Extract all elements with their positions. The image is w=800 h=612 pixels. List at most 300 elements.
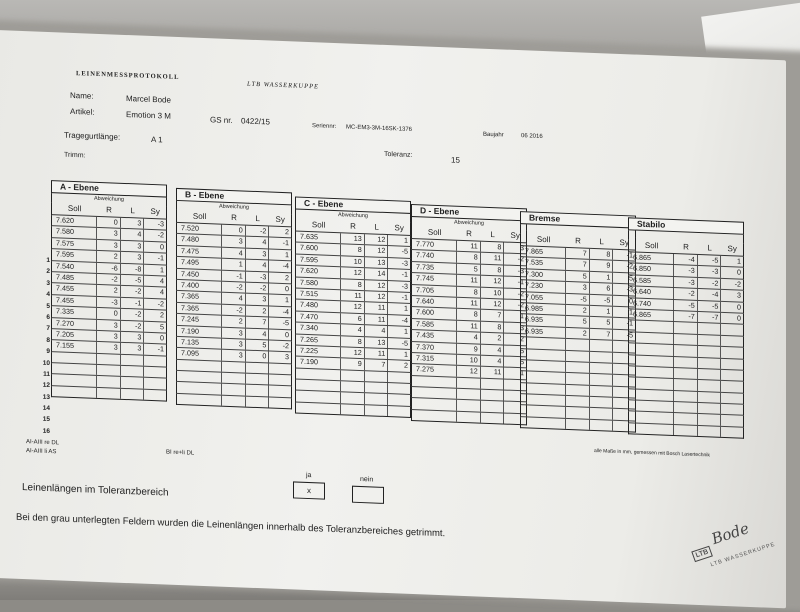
column-header: R <box>466 229 472 239</box>
soll-cell: 7.270 <box>52 318 97 330</box>
trim-note: Bei den grau unterlegten Feldern wurden die Leinenlängen innerhalb des Toleranzbereiches getrimmt. <box>16 511 446 540</box>
deviation-cell <box>674 402 698 413</box>
deviation-cell: 0 <box>737 302 741 312</box>
deviation-cell <box>365 405 389 416</box>
deviation-cell: 2 <box>285 227 289 237</box>
deviation-cell <box>698 357 722 368</box>
deviation-cell: 1 <box>404 349 408 359</box>
deviation-cell <box>674 357 698 368</box>
deviation-cell: -1 <box>626 318 633 328</box>
soll-cell <box>629 355 674 367</box>
soll-cell: 7.600 <box>296 243 341 255</box>
toleranz-line: Leinenlängen im Toleranzbereich <box>22 481 169 499</box>
deviation-cell <box>246 374 270 385</box>
soll-cell <box>629 378 674 390</box>
deviation-cell: 0 <box>285 329 289 339</box>
deviation-cell: 4 <box>160 276 164 286</box>
soll-cell: 7.205 <box>52 329 97 341</box>
deviation-cell <box>566 419 590 430</box>
soll-cell <box>629 412 674 424</box>
deviation-cell: 2 <box>160 310 164 320</box>
soll-cell: 7.580 <box>52 227 97 239</box>
deviation-cell <box>97 365 121 376</box>
ltb-stamp <box>680 511 782 586</box>
soll-cell: 7.300 <box>521 269 566 281</box>
deviation-cell: 8 <box>457 252 481 263</box>
a-note-2: AI-AIII li AS <box>26 448 57 456</box>
deviation-cell: 7 <box>246 317 270 328</box>
deviation-cell <box>269 363 291 374</box>
deviation-cell: -1 <box>282 238 289 248</box>
deviation-cell: 12 <box>365 234 389 245</box>
table-body <box>295 231 411 418</box>
deviation-cell: -1 <box>121 298 145 309</box>
deviation-cell <box>388 406 410 417</box>
deviation-cell: -2 <box>246 283 270 294</box>
deviation-cell <box>269 397 291 408</box>
soll-cell: 7.400 <box>177 280 222 292</box>
deviation-cell: 8 <box>481 321 505 332</box>
deviation-cell <box>246 396 270 407</box>
table-d-ebene <box>411 204 527 426</box>
soll-cell <box>52 363 97 375</box>
soll-cell: 7.865 <box>521 246 566 258</box>
deviation-cell <box>269 375 291 386</box>
row-number: 4 <box>46 291 50 299</box>
deviation-cell <box>590 363 614 374</box>
row-number: 2 <box>46 268 50 276</box>
deviation-cell: 0 <box>285 284 289 294</box>
deviation-cell <box>674 391 698 402</box>
doc-subtitle: LTB WASSERKUPPE <box>247 80 320 91</box>
deviation-cell: -2 <box>97 274 121 285</box>
deviation-cell <box>590 397 614 408</box>
soll-cell <box>629 321 674 333</box>
ja-checkbox[interactable]: x <box>293 481 325 499</box>
deviation-cell: -7 <box>698 312 722 323</box>
deviation-cell: -3 <box>246 271 270 282</box>
soll-cell: 7.340 <box>296 323 341 335</box>
table-body <box>520 246 636 433</box>
soll-cell: 6.985 <box>521 303 566 315</box>
row-number: 11 <box>43 370 50 378</box>
deviation-cell <box>121 377 145 388</box>
deviation-cell: 2 <box>97 285 121 296</box>
deviation-cell: -5 <box>401 338 408 348</box>
deviation-cell: 3 <box>737 290 741 300</box>
table-bremse <box>520 211 636 433</box>
deviation-cell: -4 <box>698 289 722 300</box>
soll-cell: 7.480 <box>296 300 341 312</box>
table-title: A - Ebene <box>51 180 167 197</box>
deviation-cell: 5 <box>566 271 590 282</box>
column-header: L <box>130 206 135 216</box>
tragegurt-value: A 1 <box>151 134 163 145</box>
baujahr-label: Baujahr <box>483 131 504 139</box>
deviation-cell: -2 <box>246 226 270 237</box>
deviation-cell: 11 <box>341 290 365 301</box>
deviation-cell: -2 <box>222 282 246 293</box>
deviation-cell: 3 <box>97 342 121 353</box>
deviation-cell: 3 <box>121 252 145 263</box>
deviation-cell: 3 <box>520 322 524 333</box>
serien-value: MC-EM3-3M-16SK-1376 <box>346 124 413 133</box>
row-number: 3 <box>46 279 50 287</box>
deviation-cell: -4 <box>282 306 289 316</box>
deviation-cell <box>388 372 410 383</box>
deviation-cell: 13 <box>341 233 365 244</box>
soll-cell: 7.595 <box>296 254 341 266</box>
stamp-mark: LTB <box>691 546 713 562</box>
deviation-cell: 2 <box>285 272 289 282</box>
deviation-cell: -3 <box>517 265 524 276</box>
deviation-cell: 8 <box>341 245 365 256</box>
column-header: R <box>231 213 237 223</box>
deviation-cell: 6 <box>341 313 365 324</box>
deviation-cell: -2 <box>121 286 145 297</box>
deviation-cell <box>365 394 389 405</box>
soll-cell: 7.600 <box>412 307 457 319</box>
deviation-cell: 1 <box>285 249 289 260</box>
deviation-cell <box>365 371 389 382</box>
doc-title: LEINENMESSPROTOKOLL <box>76 70 180 82</box>
deviation-cell: 3 <box>97 331 121 342</box>
deviation-cell <box>566 396 590 407</box>
table-subheader: Abweichung <box>411 217 527 230</box>
soll-cell: 7.475 <box>177 246 222 258</box>
soll-cell: 7.640 <box>412 296 457 308</box>
deviation-cell: 11 <box>457 275 481 286</box>
table-stabilo <box>628 217 744 439</box>
deviation-cell: 7 <box>590 329 614 340</box>
soll-cell <box>629 332 674 344</box>
deviation-cell: 2 <box>222 316 246 327</box>
deviation-cell: -2 <box>121 320 145 331</box>
ja-label: ja <box>306 471 312 480</box>
deviation-cell: 9 <box>457 343 481 354</box>
deviation-cell: 12 <box>341 347 365 358</box>
deviation-cell: 12 <box>481 299 505 310</box>
table-body <box>628 252 744 439</box>
deviation-cell <box>590 408 614 419</box>
deviation-cell <box>721 427 743 438</box>
column-header: L <box>490 229 495 240</box>
column-header: Sy <box>510 230 520 241</box>
column-header: Soll <box>67 203 82 214</box>
deviation-cell: 8 <box>590 249 614 260</box>
deviation-cell: 1 <box>590 306 614 317</box>
deviation-cell: 4 <box>222 247 246 258</box>
deviation-cell: -7 <box>674 311 698 322</box>
deviation-cell: -5 <box>566 293 590 304</box>
deviation-cell <box>121 366 145 377</box>
deviation-cell: 12 <box>457 366 481 377</box>
row-number: 5 <box>46 302 50 310</box>
deviation-cell <box>698 335 722 346</box>
deviation-cell <box>566 385 590 396</box>
soll-cell: 7.770 <box>412 239 457 251</box>
deviation-cell: -2 <box>674 288 698 299</box>
deviation-cell: -2 <box>222 304 246 315</box>
row-number: 7 <box>46 325 50 333</box>
deviation-cell: 11 <box>481 367 505 378</box>
soll-cell <box>412 410 457 422</box>
deviation-cell: -4 <box>401 315 408 325</box>
deviation-cell: 3 <box>520 243 524 253</box>
deviation-cell <box>144 367 166 378</box>
deviation-cell: 1 <box>404 326 408 336</box>
deviation-cell <box>566 350 590 361</box>
deviation-cell: 11 <box>457 241 481 252</box>
column-header: L <box>255 213 260 224</box>
soll-cell <box>177 360 222 372</box>
soll-cell: 7.520 <box>177 223 222 235</box>
deviation-cell: -2 <box>282 340 289 351</box>
deviation-cell: 4 <box>160 287 164 297</box>
soll-cell: 6.865 <box>629 252 674 264</box>
deviation-cell: 5 <box>566 316 590 327</box>
soll-cell: 7.635 <box>296 232 341 244</box>
column-header: Soll <box>644 240 659 251</box>
deviation-cell <box>698 426 722 437</box>
soll-cell: 7.225 <box>296 345 341 357</box>
soll-cell: 7.575 <box>52 238 97 250</box>
deviation-cell <box>721 404 743 415</box>
deviation-cell: 5 <box>246 340 270 351</box>
deviation-cell: 1 <box>404 304 408 314</box>
row-number: 12 <box>42 382 50 390</box>
soll-cell <box>629 343 674 355</box>
deviation-cell: 4 <box>246 237 270 248</box>
row-number: 14 <box>42 404 50 413</box>
deviation-cell: -3 <box>674 277 698 288</box>
soll-cell <box>177 371 222 383</box>
deviation-cell: 11 <box>365 303 389 314</box>
deviation-cell: 5 <box>457 263 481 274</box>
table-b-ebene <box>176 188 292 410</box>
deviation-cell: 13 <box>365 337 389 348</box>
deviation-cell: 1 <box>285 295 289 305</box>
soll-cell <box>521 371 566 383</box>
soll-cell <box>521 383 566 395</box>
deviation-cell <box>481 378 505 389</box>
deviation-cell <box>698 403 722 414</box>
soll-cell: 7.265 <box>296 334 341 346</box>
deviation-cell: -3 <box>401 281 408 291</box>
deviation-cell <box>721 347 743 358</box>
table-body <box>51 215 167 402</box>
column-header: Soll <box>536 234 551 245</box>
measures-note: alle Maße in mm, gemessen mit Bosch Lasertechnik <box>594 447 710 459</box>
deviation-cell: 0 <box>737 267 741 278</box>
deviation-cell <box>97 388 121 399</box>
deviation-cell: -2 <box>698 278 722 289</box>
soll-cell <box>177 382 222 394</box>
deviation-cell <box>674 322 698 333</box>
deviation-cell: -1 <box>626 250 633 260</box>
deviation-cell <box>365 382 389 393</box>
row-number: 6 <box>46 313 50 322</box>
soll-cell: 7.190 <box>296 357 341 369</box>
deviation-cell: 11 <box>457 298 481 309</box>
deviation-cell <box>222 373 246 384</box>
deviation-cell: 11 <box>365 314 389 325</box>
deviation-cell <box>721 370 743 381</box>
deviation-cell: 11 <box>457 320 481 331</box>
deviation-cell: 12 <box>365 246 389 257</box>
deviation-cell <box>721 358 743 369</box>
deviation-cell <box>457 389 481 400</box>
column-header: Sy <box>727 244 737 254</box>
deviation-cell: -1 <box>222 270 246 281</box>
deviation-cell: 7 <box>481 310 505 321</box>
table-body <box>411 239 527 426</box>
deviation-cell <box>222 384 246 395</box>
deviation-cell: 3 <box>246 294 270 305</box>
soll-cell: 7.580 <box>296 277 341 289</box>
deviation-cell: 3 <box>121 218 145 229</box>
soll-cell: 7.435 <box>412 330 457 342</box>
deviation-cell: 1 <box>629 307 633 317</box>
soll-cell: 7.470 <box>296 311 341 323</box>
deviation-cell <box>674 334 698 345</box>
trimm-label: Trimm: <box>64 151 86 160</box>
table-subheader: Abweichung <box>51 193 167 206</box>
deviation-cell: 11 <box>365 348 389 359</box>
soll-cell: 7.740 <box>412 250 457 262</box>
soll-cell <box>52 386 97 398</box>
soll-cell: 7.515 <box>296 288 341 300</box>
deviation-cell: 3 <box>222 327 246 338</box>
deviation-cell: 0 <box>97 217 121 228</box>
nein-checkbox[interactable] <box>352 486 384 504</box>
deviation-cell: -2 <box>517 288 524 298</box>
tragegurt-label: Tragegurtlänge: <box>64 130 121 142</box>
soll-cell <box>52 375 97 387</box>
deviation-cell <box>698 323 722 334</box>
column-header: Soll <box>311 220 326 230</box>
deviation-cell: 1 <box>737 256 741 266</box>
soll-cell: 7.335 <box>52 306 97 318</box>
soll-cell <box>521 349 566 361</box>
soll-cell: 6.740 <box>629 298 674 310</box>
deviation-cell <box>246 385 270 396</box>
deviation-cell <box>457 400 481 411</box>
signature-scrawl: Bode <box>709 519 752 549</box>
deviation-cell: 1 <box>590 272 614 283</box>
deviation-cell <box>698 414 722 425</box>
deviation-cell: 2 <box>246 305 270 316</box>
deviation-cell: -5 <box>698 255 722 266</box>
row-number: 13 <box>42 393 50 401</box>
deviation-cell: 1 <box>404 235 408 245</box>
deviation-cell <box>566 373 590 384</box>
deviation-cell: 4 <box>481 344 505 355</box>
deviation-cell: -2 <box>121 309 145 320</box>
deviation-cell: -2 <box>157 298 164 309</box>
table-subheader: Abweichung <box>295 209 411 222</box>
soll-cell: 7.275 <box>412 364 457 376</box>
deviation-cell: 0 <box>160 242 164 252</box>
soll-cell: 6.585 <box>629 275 674 287</box>
deviation-cell <box>566 407 590 418</box>
deviation-cell: 12 <box>365 280 389 291</box>
deviation-cell <box>481 401 505 412</box>
deviation-cell <box>388 395 410 406</box>
deviation-cell <box>97 376 121 387</box>
deviation-cell: -5 <box>282 318 289 328</box>
deviation-cell: 8 <box>457 286 481 297</box>
soll-cell: 7.735 <box>412 262 457 274</box>
deviation-cell: 8 <box>481 264 505 275</box>
deviation-cell: 4 <box>246 328 270 339</box>
deviation-cell: -1 <box>157 344 164 354</box>
deviation-cell: 3 <box>246 248 270 259</box>
deviation-cell: -2 <box>157 230 164 240</box>
soll-cell <box>296 368 341 380</box>
deviation-cell: 5 <box>590 317 614 328</box>
deviation-cell <box>674 368 698 379</box>
deviation-cell <box>481 412 505 423</box>
b-note: BI re+li DL <box>166 449 195 457</box>
deviation-cell: 5 <box>520 345 524 355</box>
soll-cell <box>521 360 566 372</box>
deviation-cell: -8 <box>121 263 145 274</box>
soll-cell <box>521 394 566 406</box>
deviation-cell: 3 <box>121 343 145 354</box>
deviation-cell: 7 <box>566 259 590 270</box>
protocol-page <box>0 30 786 608</box>
soll-cell <box>177 394 222 406</box>
deviation-cell: 7 <box>365 359 389 370</box>
soll-cell: 7.095 <box>177 348 222 360</box>
soll-cell <box>629 366 674 378</box>
soll-cell: 7.450 <box>177 269 222 281</box>
soll-cell: 7.480 <box>177 234 222 246</box>
deviation-cell <box>121 354 145 365</box>
deviation-cell <box>388 383 410 394</box>
row-number: 15 <box>42 416 50 424</box>
deviation-cell: 10 <box>481 287 505 298</box>
deviation-cell <box>721 415 743 426</box>
deviation-cell: 1 <box>222 259 246 270</box>
deviation-cell: 3 <box>222 350 246 361</box>
table-a-ebene <box>51 180 167 402</box>
soll-cell <box>412 376 457 388</box>
name-value: Marcel Bode <box>126 93 171 105</box>
gs-label: GS nr. <box>210 115 233 126</box>
soll-cell: 7.370 <box>412 341 457 353</box>
soll-cell: 7.485 <box>52 272 97 284</box>
deviation-cell <box>246 362 270 373</box>
deviation-cell: 0 <box>97 308 121 319</box>
deviation-cell: -3 <box>157 219 164 229</box>
deviation-cell: -3 <box>97 297 121 308</box>
deviation-cell: -4 <box>282 261 289 271</box>
deviation-cell <box>457 377 481 388</box>
soll-cell <box>296 380 341 392</box>
deviation-cell: 12 <box>341 302 365 313</box>
deviation-cell: 4 <box>457 332 481 343</box>
table-title: Bremse <box>520 211 636 228</box>
column-header: R <box>683 242 689 252</box>
deviation-cell: 12 <box>341 267 365 278</box>
soll-cell <box>629 423 674 435</box>
deviation-cell <box>566 339 590 350</box>
soll-cell: 7.745 <box>412 273 457 285</box>
deviation-cell: 6 <box>590 283 614 294</box>
deviation-cell <box>457 412 481 423</box>
